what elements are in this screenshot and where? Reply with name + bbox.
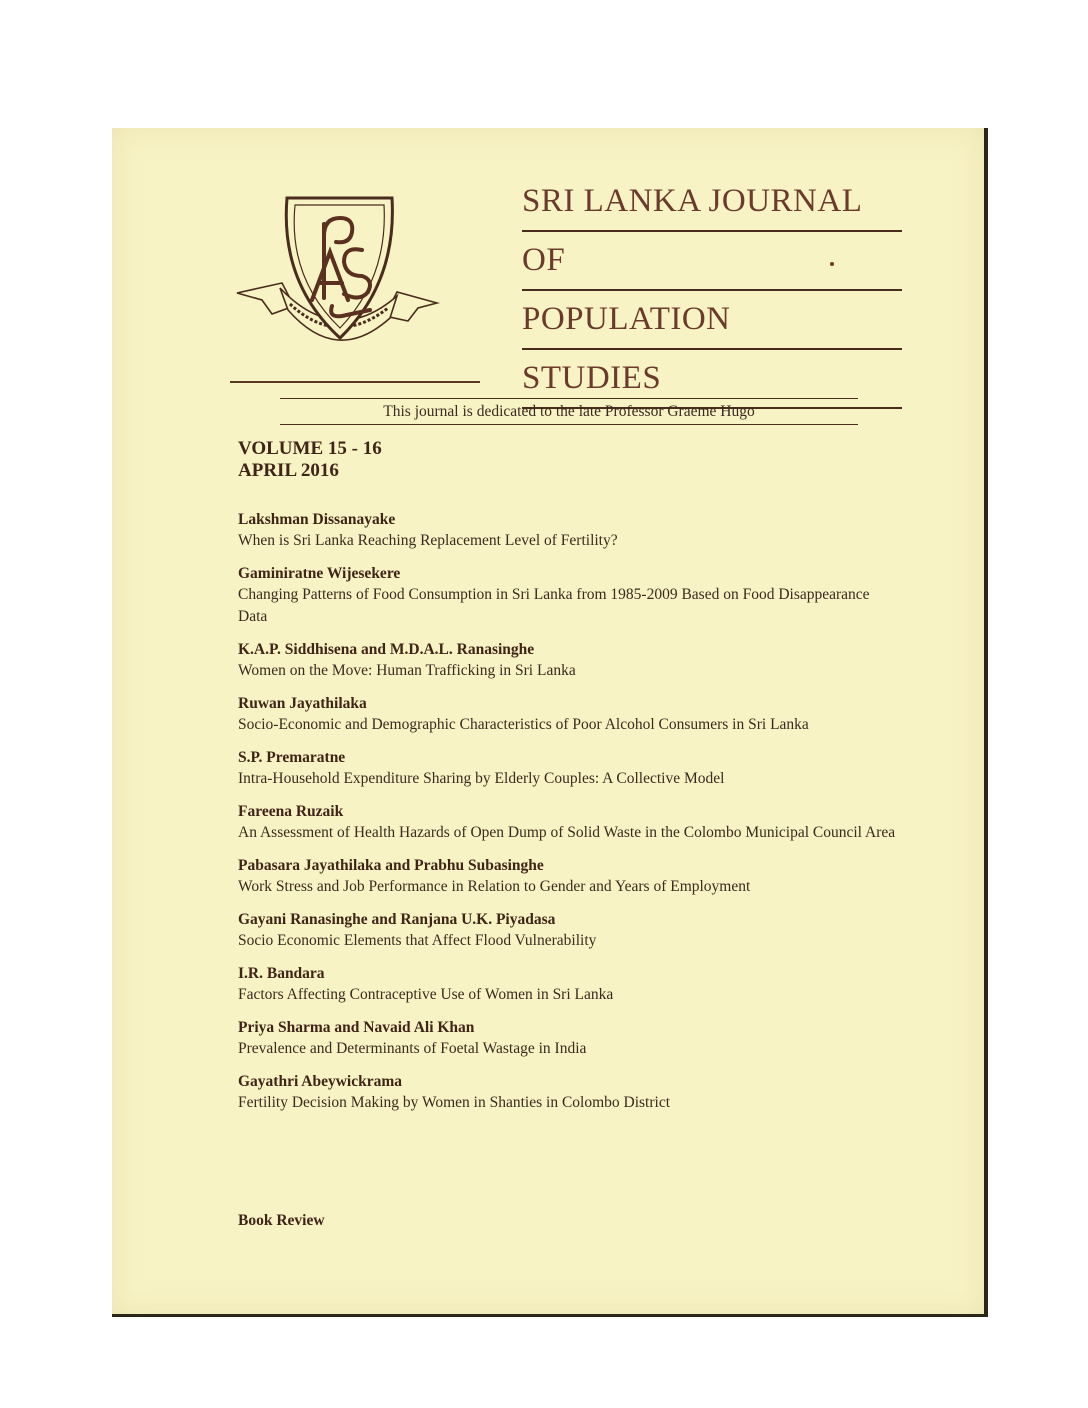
article-author: Gayathri Abeywickrama bbox=[238, 1073, 403, 1090]
list-item bbox=[238, 747, 898, 790]
association-crest-logo bbox=[232, 188, 442, 378]
list-item bbox=[238, 963, 898, 1006]
article-author: I.R. Bandara bbox=[238, 965, 325, 982]
article-author: Pabasara Jayathilaka and Prabhu Subasinghe bbox=[238, 857, 544, 874]
article-author: Lakshman Dissanayake bbox=[238, 511, 396, 528]
article-title: Intra-Household Expenditure Sharing by Elderly Couples: A Collective Model bbox=[238, 770, 725, 787]
article-author: Ruwan Jayathilaka bbox=[238, 695, 367, 712]
list-item bbox=[238, 909, 898, 952]
list-item bbox=[238, 1017, 898, 1060]
article-title: Factors Affecting Contraceptive Use of Women in Sri Lanka bbox=[238, 986, 614, 1003]
book-review-heading: Book Review bbox=[238, 1212, 325, 1229]
article-author: Gaminiratne Wijesekere bbox=[238, 565, 401, 582]
list-item bbox=[238, 693, 898, 736]
article-title: When is Sri Lanka Reaching Replacement Level of Fertility? bbox=[238, 532, 618, 549]
title-line-1: SRI LANKA JOURNAL bbox=[522, 173, 902, 232]
article-title: Socio Economic Elements that Affect Flood Vulnerability bbox=[238, 932, 597, 949]
list-item bbox=[238, 1071, 898, 1114]
title-line-4: STUDIES bbox=[522, 350, 902, 409]
article-title: Prevalence and Determinants of Foetal Wastage in India bbox=[238, 1040, 587, 1057]
list-item bbox=[238, 801, 898, 844]
dedication-line: This journal is dedicated to the late Professor Graeme Hugo bbox=[280, 398, 858, 425]
logo-underline bbox=[230, 381, 480, 383]
list-item bbox=[238, 563, 898, 628]
volume-number: VOLUME 15 - 16 bbox=[238, 438, 382, 459]
article-title: Changing Patterns of Food Consumption in Sri Lanka from 1985-2009 Based on Food Disappearance Data bbox=[238, 586, 870, 625]
article-author: Gayani Ranasinghe and Ranjana U.K. Piyadasa bbox=[238, 911, 556, 928]
article-title: Socio-Economic and Demographic Characteristics of Poor Alcohol Consumers in Sri Lanka bbox=[238, 716, 809, 733]
list-item bbox=[238, 509, 898, 552]
article-author: Fareena Ruzaik bbox=[238, 803, 344, 820]
journal-cover bbox=[112, 128, 988, 1317]
article-author: Priya Sharma and Navaid Ali Khan bbox=[238, 1019, 475, 1036]
list-item bbox=[238, 639, 898, 682]
dot-mark bbox=[830, 262, 834, 266]
article-title: Work Stress and Job Performance in Relation to Gender and Years of Employment bbox=[238, 878, 751, 895]
title-line-3: POPULATION bbox=[522, 291, 902, 350]
article-title: Fertility Decision Making by Women in Shanties in Colombo District bbox=[238, 1094, 671, 1111]
article-title: An Assessment of Health Hazards of Open Dump of Solid Waste in the Colombo Municipal Council Area bbox=[238, 824, 896, 841]
list-item bbox=[238, 855, 898, 898]
title-line-2: OF bbox=[522, 232, 902, 291]
table-of-contents bbox=[238, 509, 898, 1125]
volume-info bbox=[238, 438, 382, 482]
article-title: Women on the Move: Human Trafficking in Sri Lanka bbox=[238, 662, 576, 679]
article-author: S.P. Premaratne bbox=[238, 749, 346, 766]
issue-date: APRIL 2016 bbox=[238, 460, 339, 481]
article-author: K.A.P. Siddhisena and M.D.A.L. Ranasinghe bbox=[238, 641, 535, 658]
journal-title bbox=[522, 173, 902, 409]
